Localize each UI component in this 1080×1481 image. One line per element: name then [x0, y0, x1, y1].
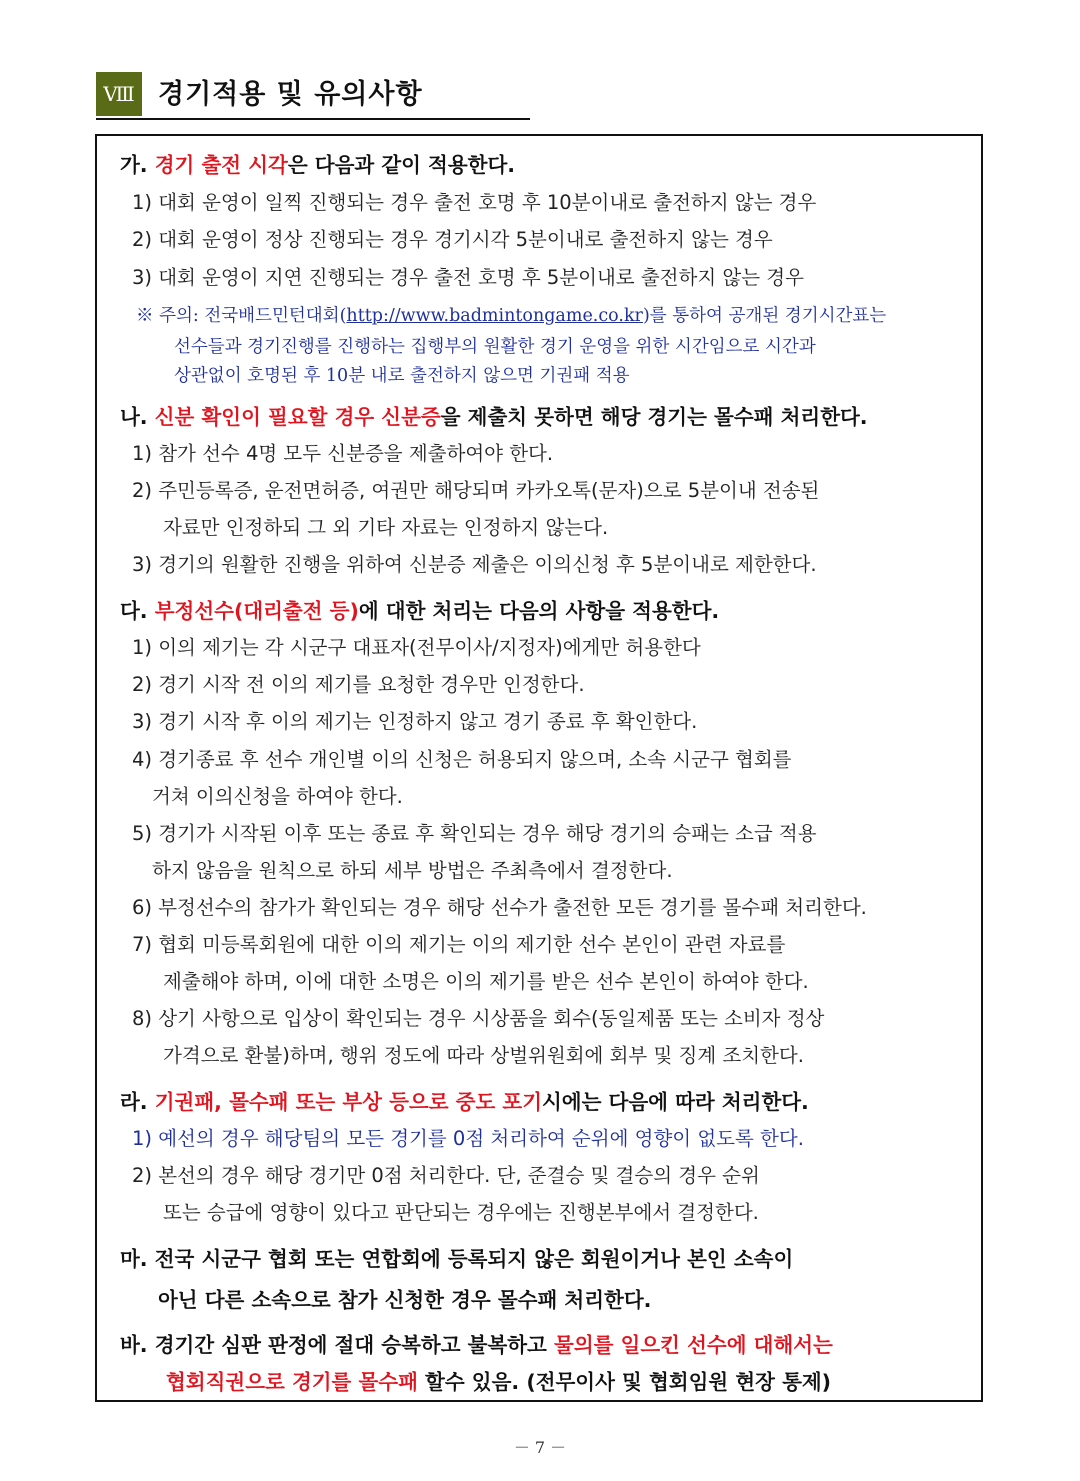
list-item: 6) 부정선수의 참가가 확인되는 경우 해당 선수가 출전한 모든 경기를 몰수패 처리한다. [132, 896, 867, 919]
list-item: 1) 대회 운영이 일찍 진행되는 경우 출전 호명 후 10분이내로 출전하지 않는 경우 [132, 191, 817, 214]
list-item: 자료만 인정하되 그 외 기타 자료는 인정하지 않는다. [163, 516, 609, 539]
note-line: ※ 주의: 전국배드민턴대회(http://www.badmintongame.co.kr)를 통하여 공개된 경기시간표는 [136, 306, 887, 326]
section-title: 경기적용 및 유의사항 [158, 79, 423, 110]
section-da-heading: 다. 부정선수(대리출전 등)에 대한 처리는 다음의 사항을 적용한다. [120, 599, 720, 623]
list-item: 8) 상기 사항으로 입상이 확인되는 경우 시상품을 회수(동일제품 또는 소비자 정상 [132, 1007, 825, 1030]
list-item: 3) 경기의 원활한 진행을 위하여 신분증 제출은 이의신청 후 5분이내로 제한한다. [132, 553, 817, 576]
section-na-heading: 나. 신분 확인이 필요할 경우 신분증을 제출치 못하면 해당 경기는 몰수패 처리한다. [120, 405, 868, 429]
list-item: 1) 참가 선수 4명 모두 신분증을 제출하여야 한다. [132, 442, 554, 465]
list-item: 2) 경기 시작 전 이의 제기를 요청한 경우만 인정한다. [132, 673, 585, 696]
page-number: － 7 － [513, 1438, 567, 1457]
list-item: 3) 경기 시작 후 이의 제기는 인정하지 않고 경기 종료 후 확인한다. [132, 710, 698, 733]
section-ma-heading: 마. 전국 시군구 협회 또는 연합회에 등록되지 않은 회원이거나 본인 소속이 [120, 1247, 794, 1271]
list-item: 또는 승급에 영향이 있다고 판단되는 경우에는 진행본부에서 결정한다. [163, 1201, 759, 1224]
list-item: 제출해야 하며, 이에 대한 소명은 이의 제기를 받은 선수 본인이 하여야 한다. [163, 970, 809, 993]
section-ba-line: 협회직권으로 경기를 몰수패 할수 있음. (전무이사 및 협회임원 현장 통제) [166, 1370, 832, 1394]
section-ra-heading: 라. 기권패, 몰수패 또는 부상 등으로 중도 포기시에는 다음에 따라 처리한다. [120, 1090, 809, 1114]
list-item: 2) 본선의 경우 해당 경기만 0점 처리한다. 단, 준결승 및 결승의 경우 순위 [132, 1164, 760, 1187]
note-line: 선수들과 경기진행를 진행하는 집행부의 원활한 경기 운영을 위한 시간임으로 시간과 [174, 337, 816, 357]
website-link[interactable]: http://www.badmintongame.co.kr [346, 306, 643, 326]
list-item: 2) 대회 운영이 정상 진행되는 경우 경기시각 5분이내로 출전하지 않는 경우 [132, 228, 773, 251]
list-item: 4) 경기종료 후 선수 개인별 이의 신청은 허용되지 않으며, 소속 시군구 협회를 [132, 748, 792, 771]
list-item: 2) 주민등록증, 운전면허증, 여권만 해당되며 카카오톡(문자)으로 5분이내 전송된 [132, 479, 820, 502]
list-item: 3) 대회 운영이 지연 진행되는 경우 출전 호명 후 5분이내로 출전하지 않는 경우 [132, 266, 804, 289]
note-line: 상관없이 호명된 후 10분 내로 출전하지 않으면 기권패 적용 [174, 366, 630, 386]
list-item: 하지 않음을 원칙으로 하되 세부 방법은 주최측에서 결정한다. [152, 859, 673, 882]
list-item: 1) 이의 제기는 각 시군구 대표자(전무이사/지정자)에게만 허용한다 [132, 636, 701, 659]
list-item: 1) 예선의 경우 해당팀의 모든 경기를 0점 처리하여 순위에 영향이 없도록 한다. [132, 1127, 804, 1150]
list-item: 거쳐 이의신청을 하여야 한다. [152, 785, 403, 808]
reference-mark-icon: ※ [136, 306, 154, 326]
list-item: 5) 경기가 시작된 이후 또는 종료 후 확인되는 경우 해당 경기의 승패는 소급 적용 [132, 822, 817, 845]
list-item: 7) 협회 미등록회원에 대한 이의 제기는 이의 제기한 선수 본인이 관련 자료를 [132, 933, 786, 956]
section-number-badge: Ⅷ [96, 72, 142, 116]
section-header [96, 72, 530, 120]
section-ga-heading: 가. 경기 출전 시각은 다음과 같이 적용한다. [120, 153, 516, 177]
section-ma-line: 아닌 다른 소속으로 참가 신청한 경우 몰수패 처리한다. [158, 1288, 652, 1312]
section-ba-heading: 바. 경기간 심판 판정에 절대 승복하고 불복하고 물의를 일으킨 선수에 대해서는 [120, 1333, 833, 1357]
list-item: 가격으로 환불)하며, 행위 정도에 따라 상벌위원회에 회부 및 징계 조치한다. [163, 1044, 804, 1067]
